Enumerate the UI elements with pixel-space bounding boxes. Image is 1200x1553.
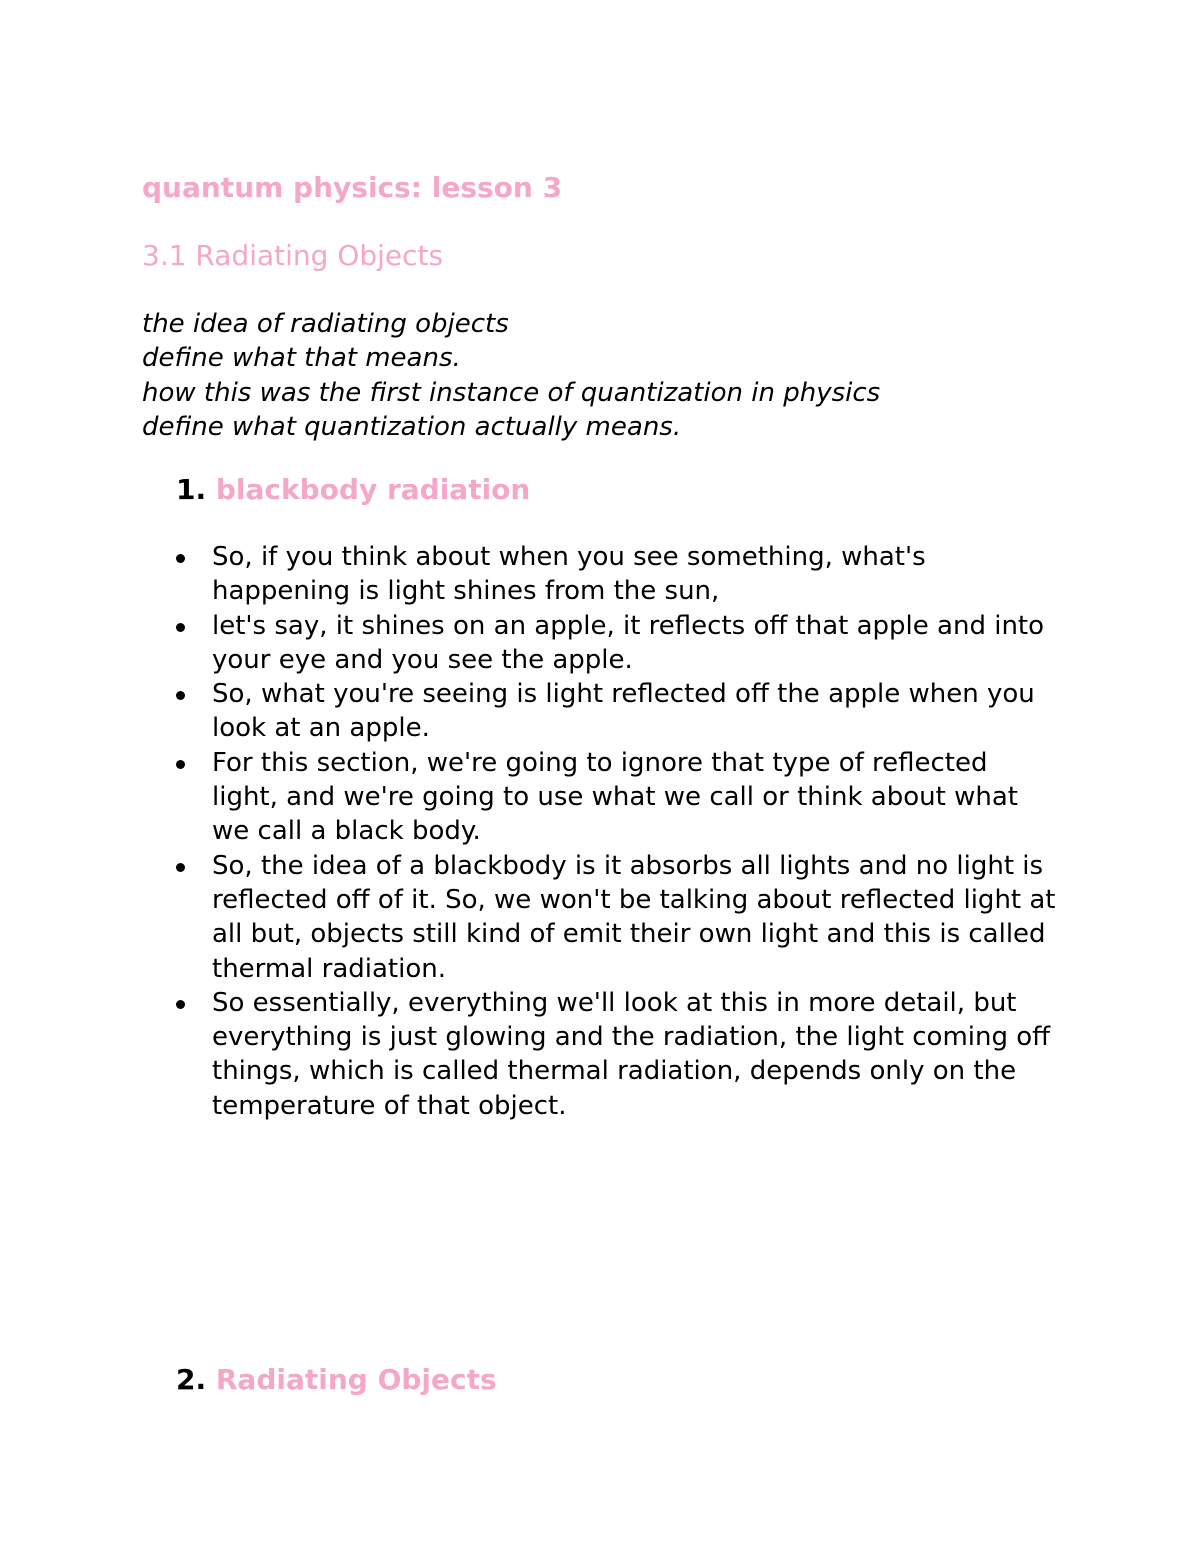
document-title: quantum physics: lesson 3 <box>142 171 563 204</box>
section-heading-label: Radiating Objects <box>215 1363 497 1396</box>
bullet-text: So, if you think about when you see something, what's happening is light shines from the sun, <box>212 542 926 607</box>
section-heading-blackbody <box>176 470 530 510</box>
bullet-icon <box>176 623 185 632</box>
bullet-text: For this section, we're going to ignore that type of reflected light, and we're going to use what we call or think about what we call a black body. <box>212 747 1018 847</box>
bullet-icon <box>176 760 185 769</box>
bullet-item <box>176 986 1056 1123</box>
section-subtitle: 3.1 Radiating Objects <box>142 239 444 272</box>
bullet-item <box>176 746 1056 849</box>
section-heading-label: blackbody radiation <box>215 473 531 506</box>
bullet-item <box>176 849 1056 986</box>
bullet-icon <box>176 691 185 700</box>
bullet-icon <box>176 1000 185 1009</box>
bullet-text: So, the idea of a blackbody is it absorbs all lights and no light is reflected off of it. So, we won't be talking about reflected light at all but, objects still kind of emit their own light and this is called thermal radiation. <box>212 850 1056 984</box>
intro-line: define what that means. <box>142 343 461 374</box>
intro-line: how this was the first instance of quantization in physics <box>142 377 881 408</box>
bullet-item <box>176 677 1056 746</box>
bullet-text: let's say, it shines on an apple, it reflects off that apple and into your eye and you see the apple. <box>212 610 1045 675</box>
bullet-list <box>176 540 1056 1123</box>
intro-line: the idea of radiating objects <box>142 309 509 339</box>
section-number: 2. <box>176 1363 207 1396</box>
intro-list <box>142 307 880 444</box>
bullet-text: So essentially, everything we'll look at this in more detail, but everything is just glowing and the radiation, the light coming off things, which is called thermal radiation, depends only on the temperature of that object. <box>212 987 1051 1121</box>
bullet-icon <box>176 863 185 872</box>
bullet-icon <box>176 554 185 563</box>
bullet-text: So, what you're seeing is light reflected off the apple when you look at an apple. <box>212 679 1035 744</box>
section-heading-radiating-objects <box>176 1360 497 1400</box>
intro-line: define what quantization actually means. <box>142 411 682 442</box>
bullet-item <box>176 540 1056 609</box>
bullet-item <box>176 609 1056 678</box>
section-number: 1. <box>176 473 207 506</box>
